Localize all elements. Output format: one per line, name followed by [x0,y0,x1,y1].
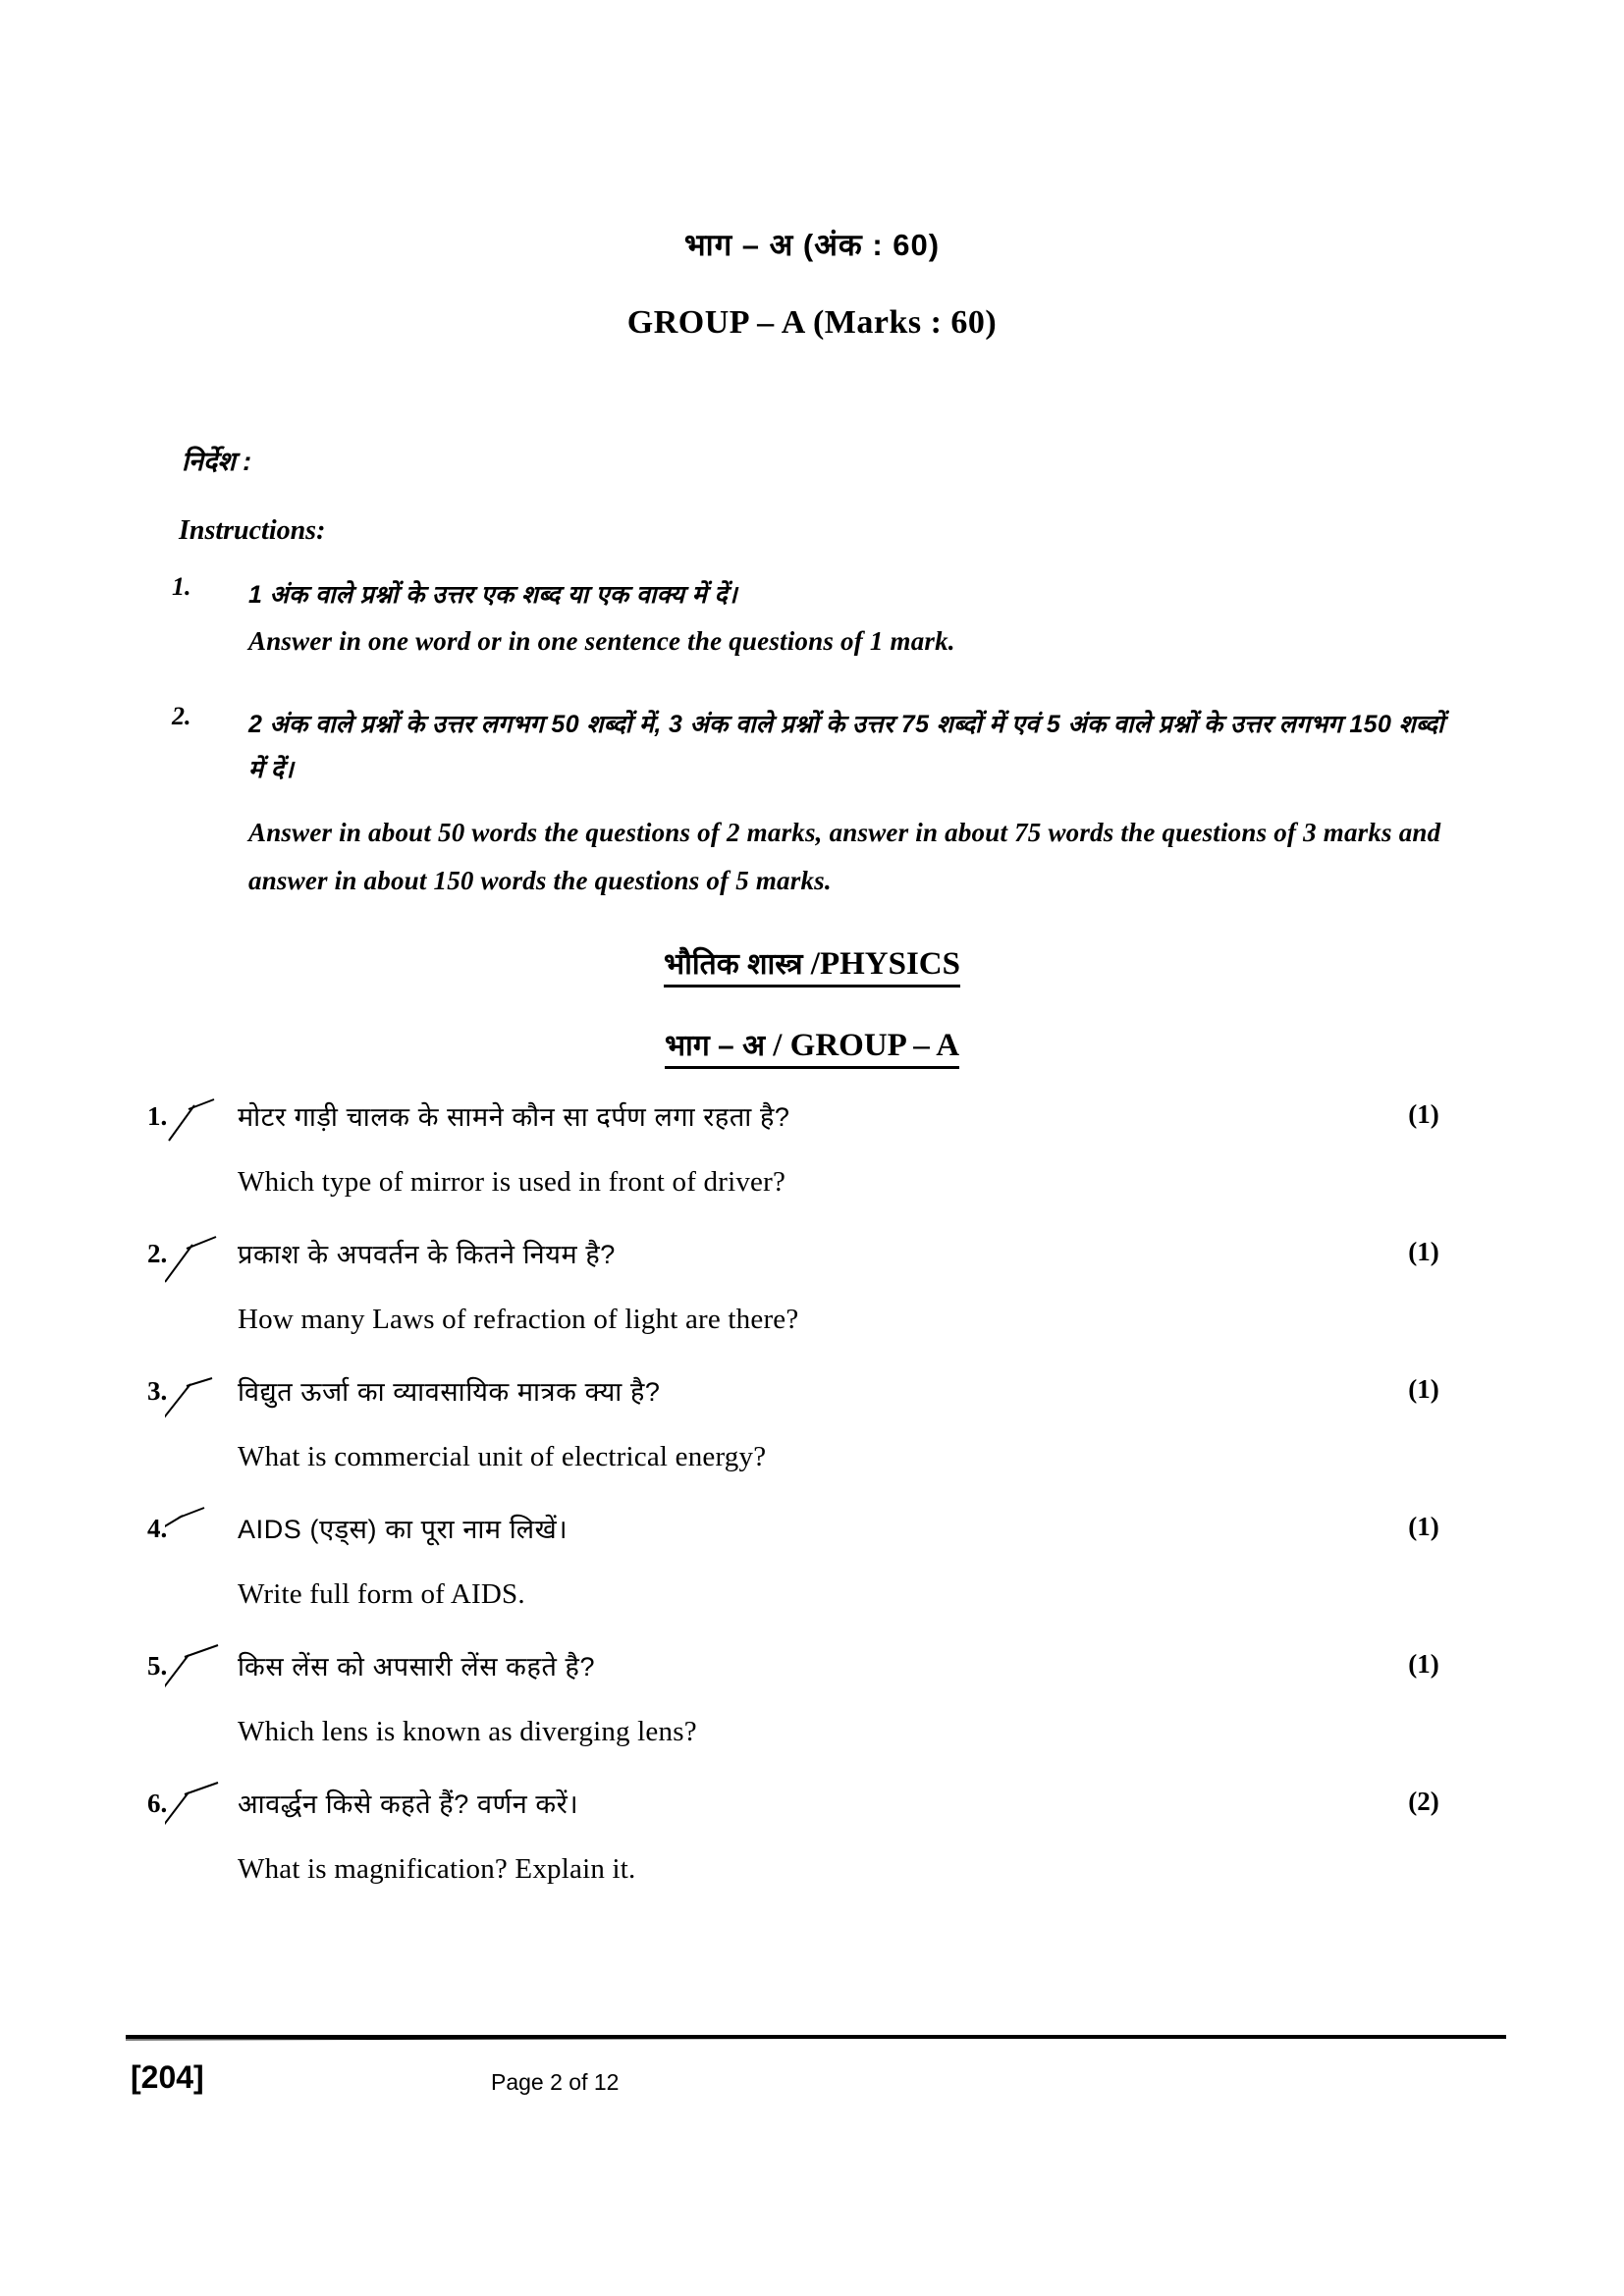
instruction-number: 1. [172,572,191,601]
page-number-label: Page 2 of 12 [491,2069,620,2095]
question-body [238,1235,1483,1342]
group-sub-heading-hindi: भाग – अ [664,1030,765,1062]
instruction-item [172,572,1448,667]
question-text-hindi: AIDS (एड्स) का पूरा नाम लिखें। [238,1515,568,1544]
instructions-label-english: Instructions: [179,515,326,546]
question-number: 5. [147,1651,168,1681]
question-text-hindi: किस लेंस को अपसारी लेंस कहते है? [238,1652,596,1682]
question-body [238,1097,1483,1204]
question-body [238,1510,1483,1617]
group-heading-english: GROUP – A (Marks : 60) [626,304,998,341]
question-text-hindi: प्रकाश के अपवर्तन के कितने नियम है? [238,1240,616,1269]
question-text-hindi: आवर्द्धन किसे कहते हैं? वर्णन करें। [238,1789,579,1819]
group-sub-heading-english: GROUP – A [789,1028,960,1063]
question-text-english: Which lens is known as diverging lens? [238,1715,697,1747]
subject-heading-separator: / [810,946,820,982]
instructions-label-hindi: निर्देश : [182,447,252,476]
instruction-text-english: Answer in one word or in one sentence the questions of 1 mark. [248,626,955,657]
question-number: 2. [147,1239,168,1268]
question-text-english: How many Laws of refraction of light are there? [238,1303,799,1335]
question-text-hindi: मोटर गाड़ी चालक के सामने कौन सा दर्पण लगा रहता है? [238,1102,790,1132]
instruction-number: 2. [172,702,191,730]
question-item [147,1235,1483,1342]
question-number: 1. [147,1101,168,1131]
subject-heading-english: PHYSICS [819,946,960,982]
question-body [238,1372,1483,1479]
instruction-text-english: Answer in about 50 words the questions of 2 marks, answer in about 75 words the questions of 3 marks and answer in about 150 words the questions of 5 marks. [248,817,1441,896]
instruction-body [248,572,1448,667]
instruction-body [248,702,1448,906]
question-item [147,1785,1483,1892]
question-text-english: What is magnification? Explain it. [238,1852,636,1885]
question-text-english: What is commercial unit of electrical energy? [238,1440,767,1472]
question-body [238,1647,1483,1754]
question-text-english: Write full form of AIDS. [238,1577,525,1610]
footer-divider [126,2035,1506,2039]
question-marks: (1) [1408,1099,1439,1129]
instruction-text-hindi: 2 अंक वाले प्रश्नों के उत्तर लगभग 50 शब्दों में, 3 अंक वाले प्रश्नों के उत्तर 75 शब्दों में एवं 5 अंक वाले प्रश्नों के उत्तर लगभग 150 शब्दों में दें। [248,711,1444,784]
question-marks: (2) [1408,1787,1439,1816]
question-number: 6. [147,1789,168,1818]
question-item [147,1510,1483,1617]
question-number: 4. [147,1514,168,1543]
question-text-english: Which type of mirror is used in front of driver? [238,1165,786,1198]
question-item [147,1372,1483,1479]
question-item [147,1647,1483,1754]
group-sub-heading-separator: / [773,1028,783,1063]
instruction-text-hindi: 1 अंक वाले प्रश्नों के उत्तर एक शब्द या एक वाक्य में दें। [248,581,738,609]
group-heading-hindi: भाग – अ (अंक : 60) [683,228,941,262]
question-marks: (1) [1408,1649,1439,1679]
question-marks: (1) [1408,1237,1439,1266]
question-number: 3. [147,1376,168,1406]
question-text-hindi: विद्युत ऊर्जा का व्यावसायिक मात्रक क्या है? [238,1377,661,1407]
paper-code: [204] [131,2059,204,2095]
subject-heading-hindi: भौतिक शास्त्र [664,948,803,981]
group-sub-heading [0,1024,1624,1069]
question-marks: (1) [1408,1374,1439,1404]
question-body [238,1785,1483,1892]
instruction-item [172,702,1448,906]
question-marks: (1) [1408,1512,1439,1541]
subject-heading [0,942,1624,988]
question-item [147,1097,1483,1204]
